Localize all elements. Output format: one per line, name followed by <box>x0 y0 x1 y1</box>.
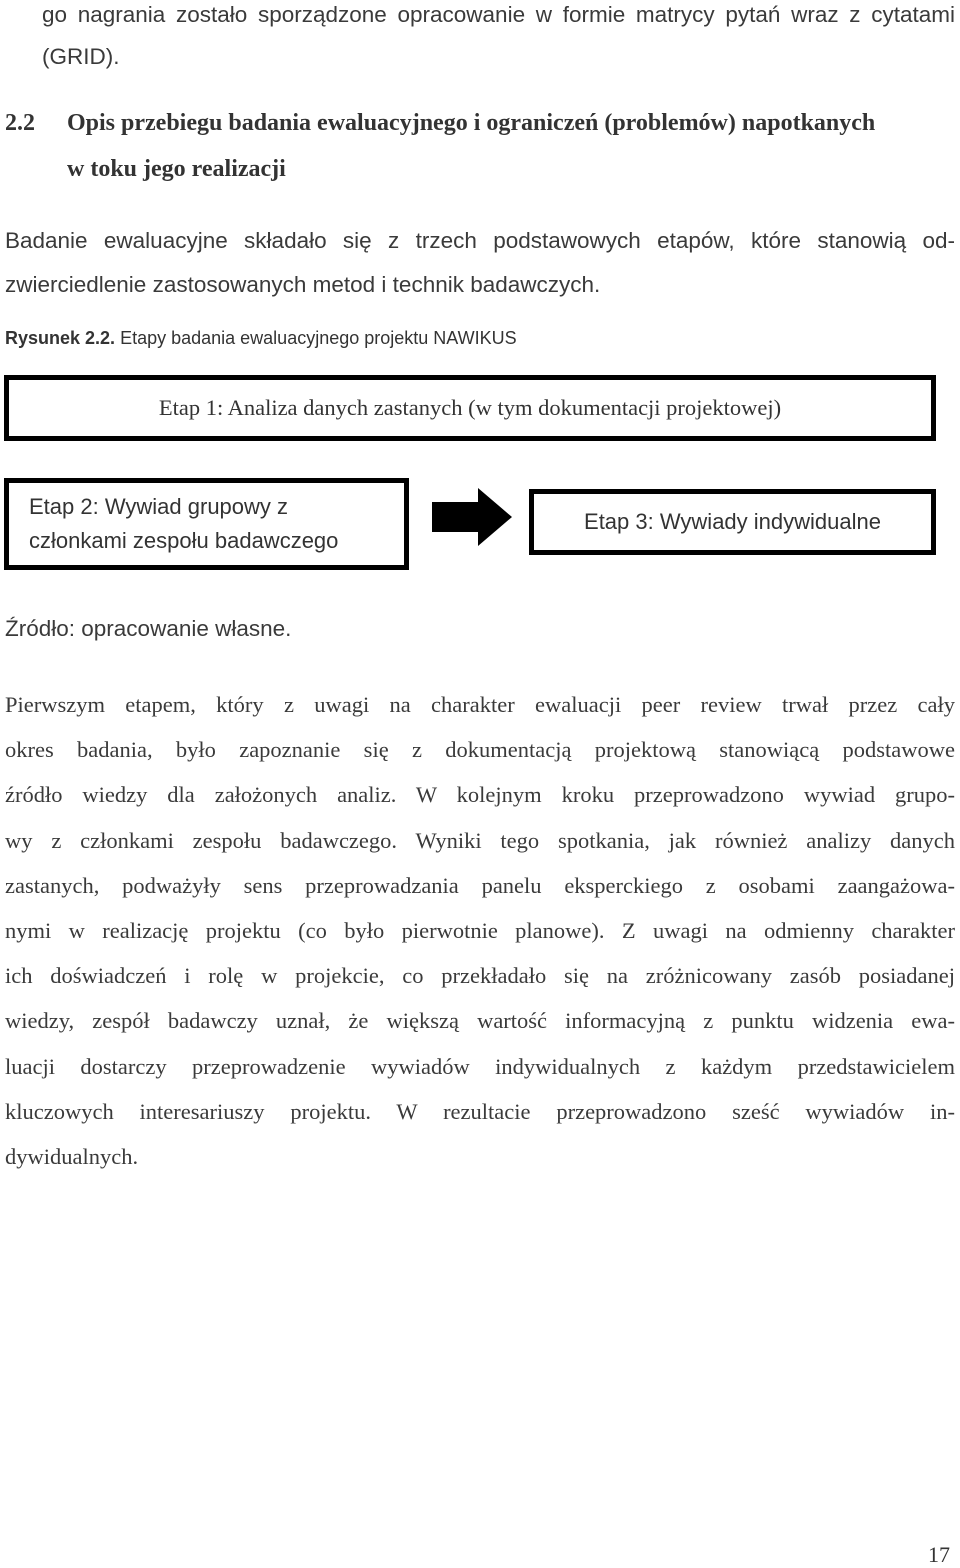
section-title-line-2: w toku jego realizacji <box>67 156 286 182</box>
para2-line: ich doświadczeń i rolę w projekcie, co przekładało się na zróżnicowany zasób posiadanej <box>5 963 955 989</box>
para2-line: Pierwszym etapem, który z uwagi na charakter ewaluacji peer review trwał przez cały <box>5 692 955 717</box>
stage-3-box <box>529 489 936 555</box>
para2-line: źródło wiedzy dla założonych analiz. W kolejnym kroku przeprowadzono wywiad grupo- <box>5 782 955 808</box>
figure-caption <box>5 328 517 349</box>
para2-line: zastanych, podważyły sens przeprowadzania panelu eksperckiego z osobami zaangażowa- <box>5 872 955 898</box>
page-number: 17 <box>928 1542 950 1567</box>
para2-line: luacji dostarczy przeprowadzenie wywiadów indywidualnych z każdym przedstawicielem <box>5 1053 955 1079</box>
para2-line: wiedzy, zespół badawczy uznał, że większą wartość informacyjną z punktu widzenia ewa- <box>5 1008 955 1034</box>
para1-line-1: Badanie ewaluacyjne składało się z trzech podstawowych etapów, które stanowią od- <box>5 228 955 253</box>
intro-line-1: go nagrania zostało sporządzone opracowanie w formie matrycy pytań wraz z cytatami <box>42 2 955 27</box>
stage-2-label-line-1: Etap 2: Wywiad grupowy z <box>29 494 289 519</box>
para2-line: nymi w realizację projektu (co było pierwotnie planowe). Z uwagi na odmienny charakter <box>5 918 955 944</box>
para2-line: kluczowych interesariuszy projektu. W rezultacie przeprowadzono sześć wywiadów in- <box>5 1098 955 1124</box>
para2-line: wy z członkami zespołu badawczego. Wyniki tego spotkania, jak również analizy danych <box>5 827 955 853</box>
section-title-line-1: Opis przebiegu badania ewaluacyjnego i ograniczeń (problemów) napotkanych <box>67 110 876 136</box>
figure-source: Źródło: opracowanie własne. <box>5 616 292 641</box>
para1-line-2: zwierciedlenie zastosowanych metod i technik badawczych. <box>5 272 601 297</box>
stage-3-label: Etap 3: Wywiady indywidualne <box>584 509 881 534</box>
para2 <box>5 682 955 1179</box>
figure-title: Etapy badania ewaluacyjnego projektu NAWIKUS <box>115 328 517 348</box>
figure-label: Rysunek 2.2. <box>5 328 116 348</box>
para2-line: dywidualnych. <box>5 1144 139 1170</box>
stage-2-label-line-2: członkami zespołu badawczego <box>29 528 339 553</box>
right-arrow-icon <box>432 488 512 546</box>
intro-line-2: (GRID). <box>42 44 120 69</box>
stage-2-box <box>4 478 409 570</box>
para2-line: okres badania, było zapoznanie się z dokumentacją projektową stanowiącą podstawowe <box>5 737 955 763</box>
stage-1-box <box>4 375 936 441</box>
stage-1-label: Etap 1: Analiza danych zastanych (w tym dokumentacji projektowej) <box>158 395 782 420</box>
section-number: 2.2 <box>5 110 35 136</box>
